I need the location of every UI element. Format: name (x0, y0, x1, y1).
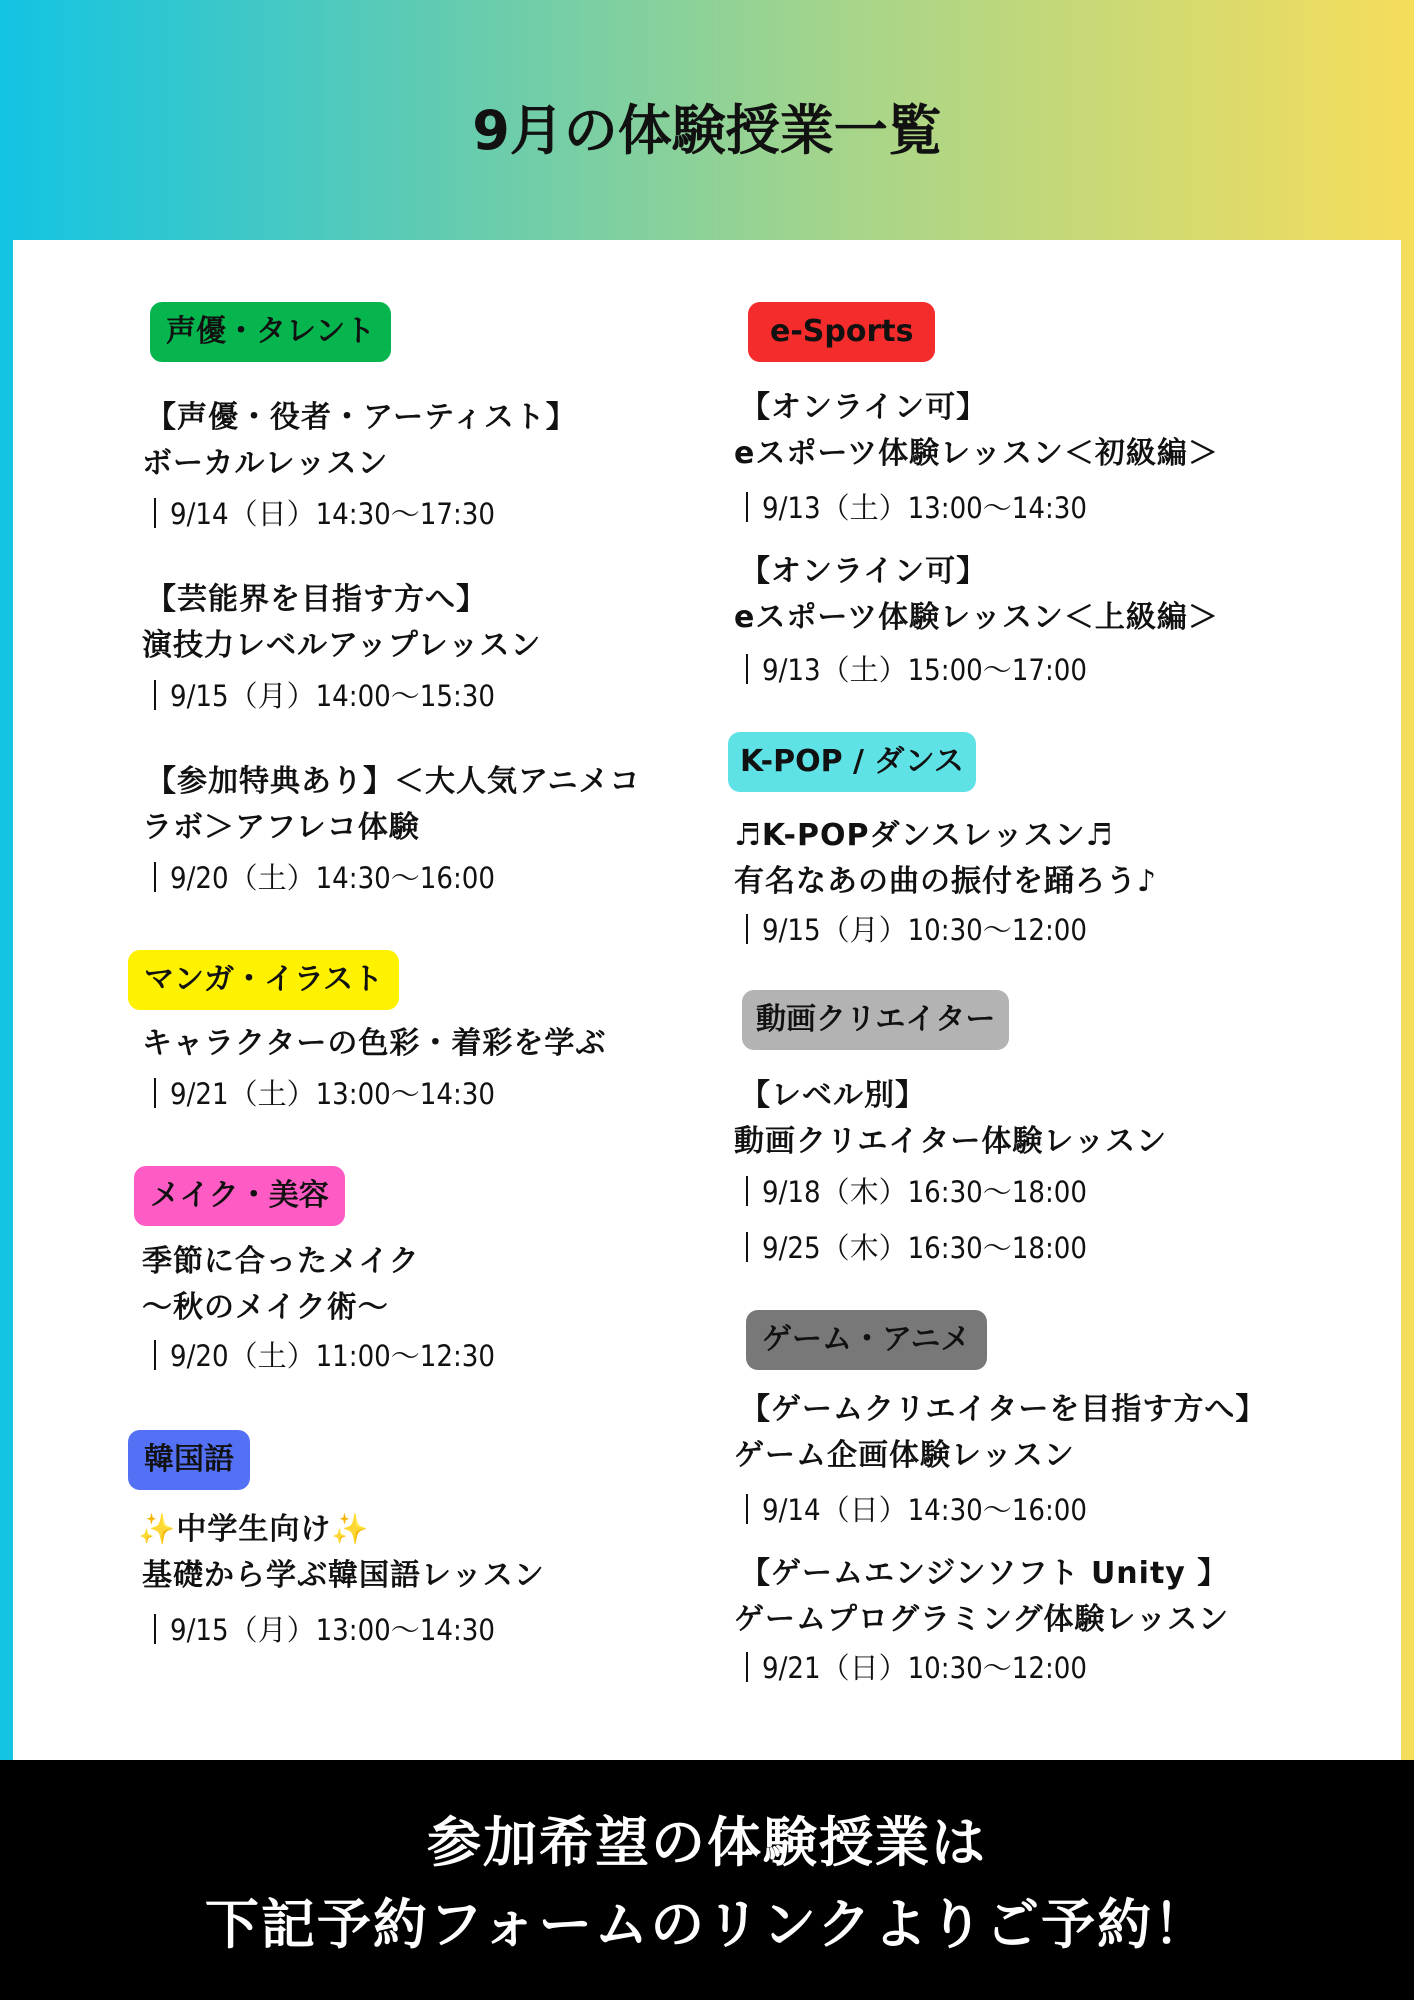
class-date-text: 9/25（木）16:30〜18:00 (762, 1231, 1087, 1265)
class-date-text: 9/21（日）10:30〜12:00 (762, 1651, 1087, 1685)
class-title: ボーカルレッスン (142, 446, 389, 481)
date-bar (154, 680, 156, 710)
class-title: キャラクターの色彩・着彩を学ぶ (142, 1026, 607, 1061)
class-title: eスポーツ体験レッスン＜初級編＞ (734, 436, 1219, 471)
class-date (154, 492, 495, 533)
class-title: 基礎から学ぶ韓国語レッスン (142, 1558, 545, 1593)
class-title: ✨中学生向け✨ (138, 1512, 370, 1547)
date-bar (746, 1494, 748, 1524)
class-date (746, 486, 1087, 527)
class-date (746, 1170, 1087, 1211)
class-date (746, 1488, 1087, 1529)
class-date (154, 1072, 495, 1113)
date-bar (154, 1078, 156, 1108)
class-date (746, 648, 1087, 689)
class-date-text: 9/18（木）16:30〜18:00 (762, 1175, 1087, 1209)
class-title: 【声優・役者・アーティスト】 (146, 400, 577, 435)
class-date-text: 9/13（土）13:00〜14:30 (762, 491, 1087, 525)
class-date-text: 9/15（月）13:00〜14:30 (170, 1613, 495, 1647)
class-date (746, 908, 1087, 949)
category-tag-game: ゲーム・アニメ (746, 1310, 987, 1370)
date-bar (746, 1176, 748, 1206)
category-tag-video: 動画クリエイター (742, 990, 1009, 1050)
class-title: 【ゲームクリエイターを目指す方へ】 (740, 1392, 1267, 1427)
class-date (154, 1334, 495, 1375)
class-date (154, 674, 495, 715)
footer-banner (0, 1760, 1414, 2000)
date-bar (746, 1232, 748, 1262)
class-title: 演技力レベルアップレッスン (142, 628, 542, 663)
date-bar (154, 1614, 156, 1644)
date-bar (154, 862, 156, 892)
category-tag-korean: 韓国語 (128, 1430, 250, 1490)
class-date-text: 9/15（月）10:30〜12:00 (762, 913, 1087, 947)
date-bar (746, 1652, 748, 1682)
class-date-text: 9/14（日）14:30〜16:00 (762, 1493, 1087, 1527)
class-date-text: 9/21（土）13:00〜14:30 (170, 1077, 495, 1111)
category-tag-make: メイク・美容 (134, 1166, 345, 1226)
class-date (746, 1646, 1087, 1687)
date-bar (154, 498, 156, 528)
class-title: 【オンライン可】 (740, 554, 988, 589)
date-bar (154, 1340, 156, 1370)
class-title: ♬K-POPダンスレッスン♬ (734, 818, 1114, 853)
class-title: 動画クリエイター体験レッスン (734, 1124, 1168, 1159)
class-title: 有名なあの曲の振付を踊ろう♪ (734, 864, 1158, 899)
date-bar (746, 654, 748, 684)
class-date-text: 9/20（土）11:00〜12:30 (170, 1339, 495, 1373)
class-title: ゲーム企画体験レッスン (734, 1438, 1075, 1473)
class-date-text: 9/20（土）14:30〜16:00 (170, 861, 495, 895)
class-date (746, 1226, 1087, 1267)
class-title: 【ゲームエンジンソフト Unity 】 (740, 1556, 1229, 1591)
class-date-text: 9/13（土）15:00〜17:00 (762, 653, 1087, 687)
class-title: 【参加特典あり】＜大人気アニメコ (146, 764, 641, 799)
class-title: eスポーツ体験レッスン＜上級編＞ (734, 600, 1219, 635)
class-title: ラボ＞アフレコ体験 (142, 810, 420, 845)
footer-line-2: 下記予約フォームのリンクよりご予約！ (204, 1893, 1210, 1956)
category-tag-manga: マンガ・イラスト (128, 950, 399, 1010)
class-date (154, 1608, 495, 1649)
date-bar (746, 492, 748, 522)
class-date-text: 9/15（月）14:00〜15:30 (170, 679, 495, 713)
class-list-panel (13, 240, 1401, 1760)
class-title: 【オンライン可】 (740, 390, 988, 425)
class-date (154, 856, 495, 897)
class-title: ゲームプログラミング体験レッスン (734, 1602, 1230, 1637)
page-title: 9月の体験授業一覧 (472, 99, 942, 162)
class-title: 【レベル別】 (740, 1078, 926, 1113)
date-bar (746, 914, 748, 944)
class-date-text: 9/14（日）14:30〜17:30 (170, 497, 495, 531)
footer-line-1: 参加希望の体験授業は (427, 1811, 987, 1874)
class-title: 【芸能界を目指す方へ】 (146, 582, 487, 617)
class-title: 季節に合ったメイク (142, 1244, 420, 1279)
class-title: 〜秋のメイク術〜 (142, 1290, 389, 1325)
category-tag-kpop: K-POP / ダンス (728, 732, 976, 792)
category-tag-seiyu: 声優・タレント (150, 302, 391, 362)
category-tag-esports: e-Sports (748, 302, 935, 362)
